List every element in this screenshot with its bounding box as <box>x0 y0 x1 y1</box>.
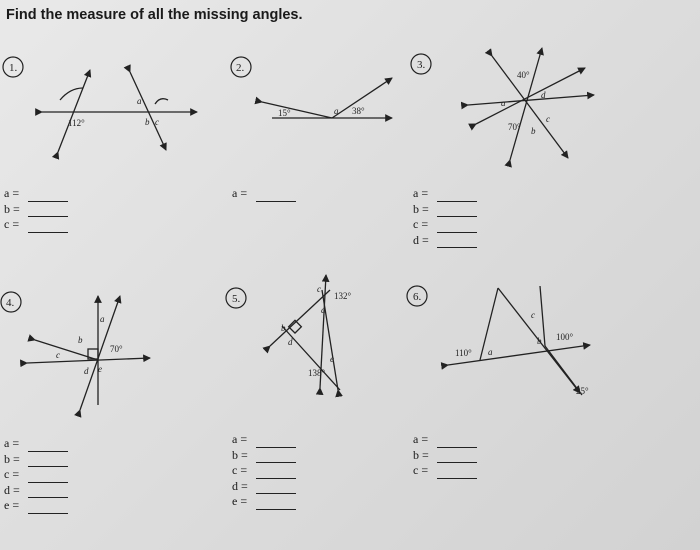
answer-blank[interactable] <box>256 453 296 463</box>
answer-row: b = <box>413 448 477 464</box>
svg-text:15°: 15° <box>278 108 291 118</box>
svg-text:b: b <box>281 323 286 333</box>
answer-blank[interactable] <box>28 473 68 483</box>
svg-text:a: a <box>334 106 339 116</box>
svg-text:40°: 40° <box>517 70 530 80</box>
answer-row: c = <box>413 217 477 233</box>
answer-blank[interactable] <box>437 438 477 448</box>
answer-row: b = <box>4 452 68 468</box>
svg-text:6.: 6. <box>413 291 422 303</box>
answer-blank[interactable] <box>437 469 477 479</box>
answers-6 <box>413 432 477 479</box>
answer-row: c = <box>232 463 296 479</box>
answers-3 <box>413 186 477 248</box>
svg-text:b: b <box>145 117 150 127</box>
answer-blank[interactable] <box>28 223 68 233</box>
svg-text:e: e <box>98 364 102 374</box>
answer-blank[interactable] <box>437 207 477 217</box>
answer-blank[interactable] <box>28 504 68 514</box>
answer-blank[interactable] <box>256 192 296 202</box>
svg-text:112°: 112° <box>68 118 85 128</box>
svg-text:d: d <box>84 366 89 376</box>
svg-text:4.: 4. <box>6 297 15 309</box>
answer-blank[interactable] <box>256 438 296 448</box>
svg-text:e: e <box>330 354 334 364</box>
answer-blank[interactable] <box>28 457 68 467</box>
svg-text:70°: 70° <box>110 344 123 354</box>
page-title: Find the measure of all the missing angles. <box>6 7 303 23</box>
diagram-5 <box>270 275 352 390</box>
svg-text:b: b <box>531 126 536 136</box>
problem-number-6 <box>407 286 427 306</box>
svg-text:c: c <box>155 117 159 127</box>
answer-blank[interactable] <box>28 207 68 217</box>
problem-number-5 <box>226 288 246 308</box>
svg-text:1.: 1. <box>9 62 18 74</box>
svg-text:a: a <box>100 314 105 324</box>
problem-number-1 <box>3 57 23 77</box>
answer-row: a = <box>4 436 68 452</box>
answers-2 <box>232 186 296 202</box>
diagram-6 <box>448 286 590 396</box>
svg-text:100°: 100° <box>556 332 574 342</box>
svg-text:d: d <box>288 337 293 347</box>
answer-row: d = <box>413 233 477 249</box>
answer-row: b = <box>232 448 296 464</box>
svg-text:b: b <box>78 335 83 345</box>
answer-row: a = <box>232 432 296 448</box>
svg-text:3.: 3. <box>417 59 426 71</box>
svg-text:c: c <box>546 114 550 124</box>
svg-text:132°: 132° <box>334 291 352 301</box>
answer-row: c = <box>4 467 68 483</box>
problem-number-4 <box>1 292 21 312</box>
answer-blank[interactable] <box>256 469 296 479</box>
answer-row: a = <box>413 432 477 448</box>
answer-row: d = <box>232 479 296 495</box>
answer-row: a = <box>232 186 296 202</box>
svg-text:b: b <box>537 336 542 346</box>
diagram-1 <box>42 70 197 152</box>
diagram-4 <box>27 296 150 410</box>
answer-row: b = <box>4 202 68 218</box>
answer-row: a = <box>413 186 477 202</box>
svg-text:c: c <box>317 284 321 294</box>
svg-text:38°: 38° <box>352 106 365 116</box>
answer-blank[interactable] <box>28 192 68 202</box>
svg-text:138°: 138° <box>308 368 326 378</box>
svg-text:2.: 2. <box>236 62 245 74</box>
problem-number-2 <box>231 57 251 77</box>
svg-text:a: a <box>321 305 326 315</box>
answers-4 <box>4 436 68 514</box>
answer-row: e = <box>232 494 296 510</box>
svg-text:d: d <box>541 90 546 100</box>
svg-text:a: a <box>488 347 493 357</box>
answer-row: a = <box>4 186 68 202</box>
answers-1 <box>4 186 68 233</box>
diagram-3 <box>468 48 594 160</box>
answer-blank[interactable] <box>256 484 296 494</box>
diagram-2 <box>262 78 392 118</box>
svg-text:c: c <box>56 350 60 360</box>
answer-blank[interactable] <box>437 223 477 233</box>
answer-row: b = <box>413 202 477 218</box>
svg-text:a: a <box>137 96 142 106</box>
answer-blank[interactable] <box>437 238 477 248</box>
answer-row: c = <box>413 463 477 479</box>
answer-row: c = <box>4 217 68 233</box>
answer-blank[interactable] <box>28 488 68 498</box>
svg-text:25°: 25° <box>576 386 589 396</box>
answer-row: d = <box>4 483 68 499</box>
answer-blank[interactable] <box>437 192 477 202</box>
svg-text:c: c <box>531 310 535 320</box>
answers-5 <box>232 432 296 510</box>
svg-text:110°: 110° <box>455 348 472 358</box>
answer-blank[interactable] <box>256 500 296 510</box>
answer-row: e = <box>4 498 68 514</box>
problem-number-3 <box>411 54 431 74</box>
svg-text:5.: 5. <box>232 293 241 305</box>
answer-blank[interactable] <box>28 442 68 452</box>
svg-text:70°: 70° <box>508 122 521 132</box>
svg-text:a: a <box>501 98 506 108</box>
answer-blank[interactable] <box>437 453 477 463</box>
